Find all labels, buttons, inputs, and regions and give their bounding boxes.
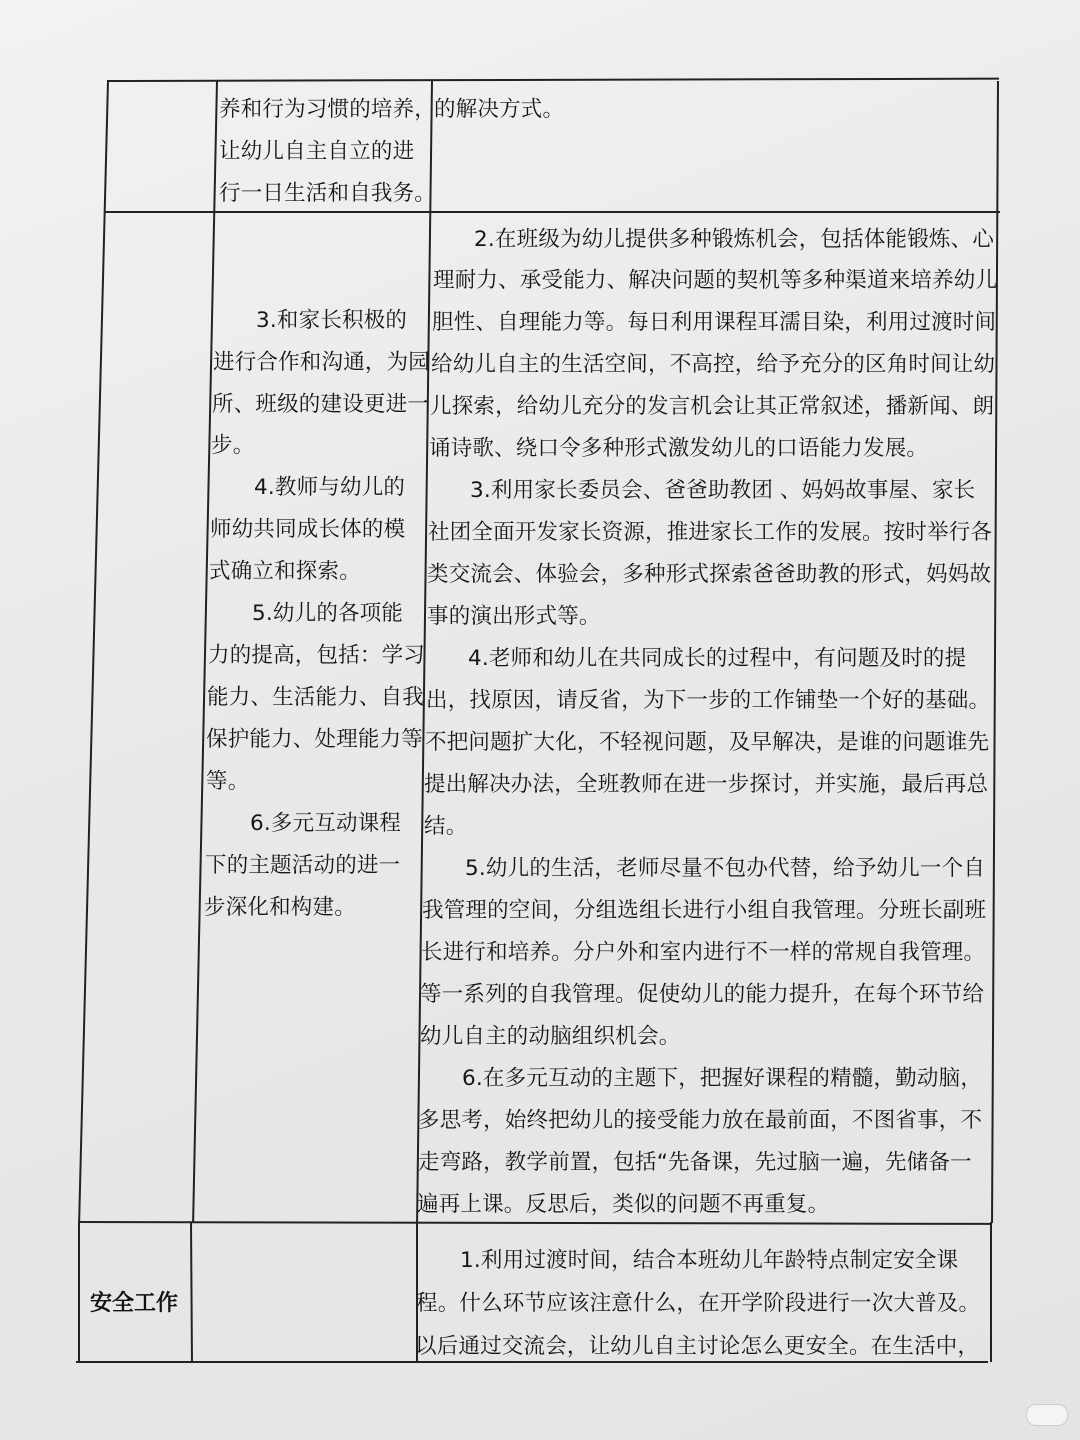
mid-col2-line-7: 式确立和探索。	[209, 559, 361, 584]
mid-col3-line-21: 6.在多元互动的主题下，把握好课程的精髓，勤动脑，	[462, 1066, 983, 1091]
mid-col3-line-9: 类交流会、体验会，多种形式探索爸爸助教的形式，妈妈故	[427, 562, 992, 587]
mid-col3-line-17: 我管理的空间，分组选组长进行小组自我管理。分班长副班	[422, 898, 987, 923]
mid-col3-line-2: 理耐力、承受能力、解决问题的契机等多种渠道来培养幼儿	[433, 268, 998, 293]
col-divider-1-bottom	[190, 1222, 193, 1362]
mid-col2-line-11: 保护能力、处理能力等	[206, 727, 424, 752]
mid-col2-line-15: 步深化和构建。	[204, 895, 356, 920]
mid-col2-line-14: 下的主题活动的进一	[205, 853, 401, 878]
mid-col3-line-6: 诵诗歌、绕口令多种形式激发幼儿的口语能力发展。	[429, 436, 929, 461]
section-heading-safety: 安全工作	[90, 1291, 179, 1316]
mid-col3-line-7: 3.利用家长委员会、爸爸助教团 、妈妈故事屋、家长	[470, 478, 976, 503]
mid-col3-line-4: 给幼儿自主的生活空间，不高控，给予充分的区角时间让幼	[431, 352, 996, 377]
mid-col3-line-11: 4.老师和幼儿在共同成长的过程中，有问题及时的提	[468, 646, 967, 671]
top-col3-line-1: 的解决方式。	[434, 97, 565, 122]
table-border-left-bottom	[78, 1222, 80, 1362]
top-col2-line-2: 让幼儿自主自立的进	[219, 139, 415, 164]
mid-col3-line-12: 出，找原因，请反省，为下一步的工作铺垫一个好的基础。	[426, 688, 991, 713]
mid-col2-line-9: 力的提高，包括：学习	[208, 643, 426, 668]
mid-col3-line-15: 结。	[424, 814, 468, 839]
bottom-col3-line-1: 1.利用过渡时间，结合本班幼儿年龄特点制定安全课	[460, 1248, 959, 1273]
table-border-top	[107, 78, 999, 82]
mid-col2-line-8: 5.幼儿的各项能	[252, 601, 404, 626]
mid-col2-line-2: 进行合作和沟通，为园	[213, 350, 431, 375]
mid-col3-line-18: 长进行和培养。分户外和室内进行不一样的常规自我管理。	[421, 940, 986, 965]
mid-col2-line-4: 步。	[211, 433, 255, 458]
mid-col2-line-5: 4.教师与幼儿的	[254, 475, 406, 500]
mid-col2-line-10: 能力、生活能力、自我	[207, 685, 425, 710]
bottom-col3-line-2: 程。什么环节应该注意什么，在开学阶段进行一次大普及。	[416, 1291, 981, 1316]
mid-col3-line-22: 多思考，始终把幼儿的接受能力放在最前面，不图省事，不	[418, 1108, 983, 1133]
mid-col3-line-23: 走弯路，教学前置，包括“先备课，先过脑一遍，先储备一	[418, 1150, 972, 1175]
table-border-left	[78, 81, 109, 1223]
table-border-right-bottom	[990, 1222, 992, 1362]
mid-col2-line-12: 等。	[206, 769, 250, 794]
mid-col2-line-13: 6.多元互动课程	[250, 811, 402, 836]
bottom-col3-line-3: 以后通过交流会，让幼儿自主讨论怎么更安全。在生活中，	[415, 1334, 980, 1359]
mid-col3-line-5: 儿探索，给幼儿充分的发言机会让其正常叙述，播新闻、朗	[430, 394, 995, 419]
mid-col3-line-13: 不把问题扩大化，不轻视问题，及早解决，是谁的问题谁先	[425, 730, 990, 755]
mid-col3-line-24: 遍再上课。反思后，类似的问题不再重复。	[417, 1192, 830, 1217]
mid-col3-line-1: 2.在班级为幼儿提供多种锻炼机会，包括体能锻炼、心	[474, 227, 995, 252]
top-col2-line-1: 养和行为习惯的培养，	[219, 97, 437, 122]
mid-col3-line-16: 5.幼儿的生活，老师尽量不包办代替，给予幼儿一个自	[465, 856, 986, 881]
mid-col3-line-8: 社团全面开发家长资源，推进家长工作的发展。按时举行各	[428, 520, 993, 545]
mid-col2-line-1: 3.和家长积极的	[256, 308, 408, 333]
mid-col3-line-19: 等一系列的自我管理。促使幼儿的能力提升，在每个环节给	[420, 982, 985, 1007]
corner-watermark	[1026, 1404, 1068, 1426]
mid-col3-line-3: 胆性、自理能力等。每日利用课程耳濡目染，利用过渡时间	[432, 310, 997, 335]
mid-col3-line-20: 幼儿自主的动脑组织机会。	[420, 1024, 681, 1049]
mid-col2-line-6: 师幼共同成长体的模	[210, 517, 406, 542]
mid-col3-line-10: 事的演出形式等。	[427, 604, 601, 629]
mid-col3-line-14: 提出解决办法，全班教师在进一步探讨，并实施，最后再总	[424, 772, 989, 797]
mid-col2-line-3: 所、班级的建设更进一	[212, 392, 430, 417]
top-col2-line-3: 行一日生活和自我务。	[219, 181, 437, 206]
